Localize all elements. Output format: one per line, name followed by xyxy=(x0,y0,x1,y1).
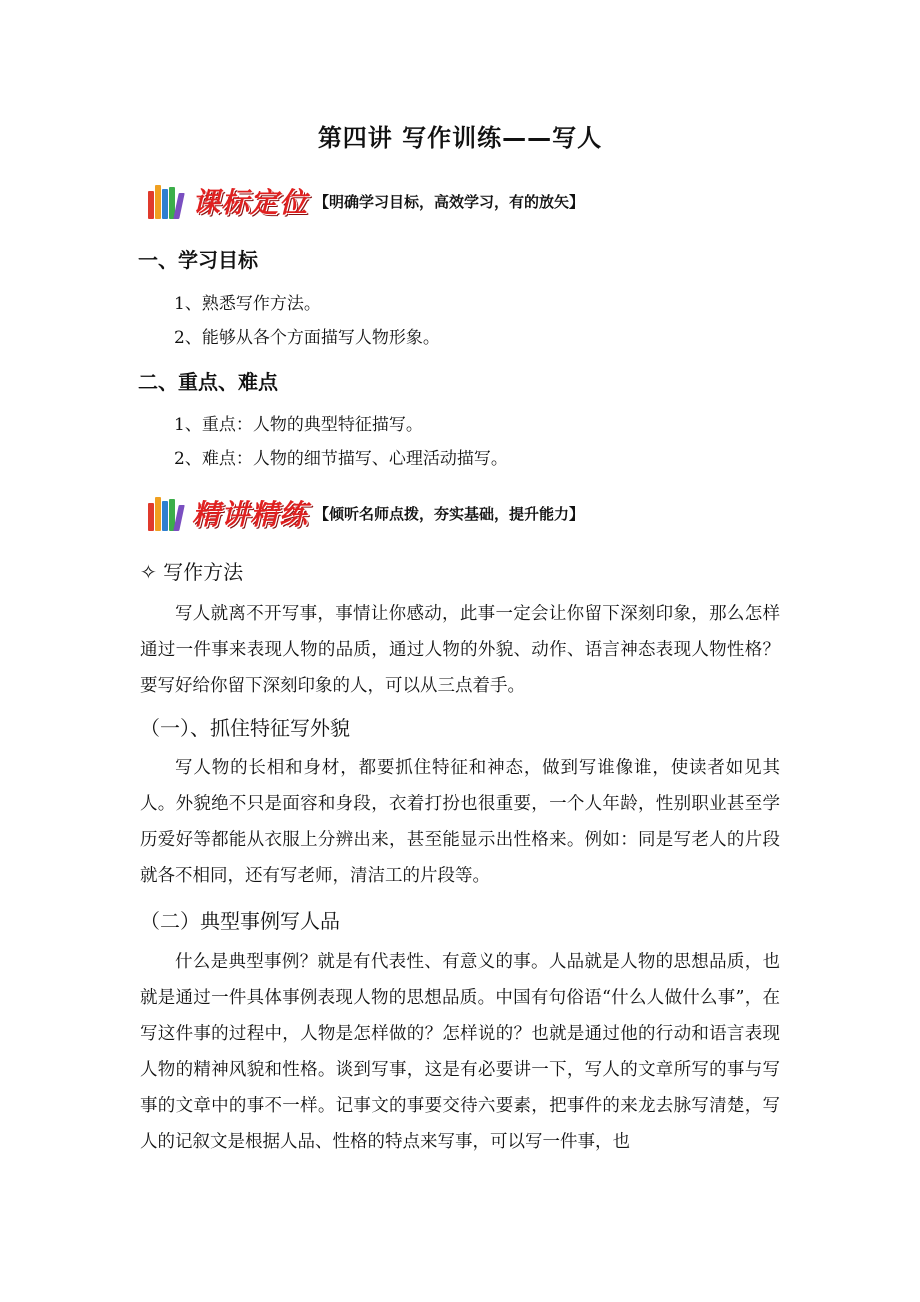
banner-subtitle: 【倾听名师点拨，夯实基础，提升能力】 xyxy=(314,504,585,523)
subheading-appearance: （一）、抓住特征写外貌 xyxy=(140,716,350,740)
key-point-item: 1、重点：人物的典型特征描写。 xyxy=(174,415,423,435)
section-heading-objectives: 一、学习目标 xyxy=(138,248,258,272)
banner-lecture-practice xyxy=(146,492,584,534)
books-icon xyxy=(146,495,188,531)
page-title: 第四讲 写作训练——写人 xyxy=(317,124,603,152)
objective-item: 2、能够从各个方面描写人物形象。 xyxy=(174,328,440,348)
banner-title: 精讲精练 xyxy=(192,498,309,531)
books-icon xyxy=(146,183,188,219)
banner-title: 课标定位 xyxy=(192,186,309,219)
banner-subtitle: 【明确学习目标，高效学习，有的放矢】 xyxy=(314,192,585,211)
section-heading-key-points: 二、重点、难点 xyxy=(138,370,278,394)
banner-course-standard xyxy=(146,180,584,222)
intro-paragraph: 写人就离不开写事，事情让你感动，此事一定会让你留下深刻印象，那么怎样通过一件事来表现人物的品质，通过人物的外貌、动作、语言神态表现人物性格？要写好给你留下深刻印象的人，可以从三点着手。 xyxy=(140,604,780,696)
section-heading-methods: ✧ 写作方法 xyxy=(140,560,244,584)
objective-item: 1、熟悉写作方法。 xyxy=(174,294,321,314)
key-point-item: 2、难点：人物的细节描写、心理活动描写。 xyxy=(174,449,508,469)
typical-events-paragraph: 什么是典型事例？就是有代表性、有意义的事。人品就是人物的思想品质，也就是通过一件具体事例表现人物的思想品质。中国有句俗语“什么人做什么事”，在写这件事的过程中，人物是怎样做的？怎样说的？也就是通过他的行动和语言表现人物的精神风貌和性格。谈到写事，这是有必要讲一下，写人的文章所写的事与写事的文章中的事不一样。记事文的事要交待六要素，把事件的来龙去脉写清楚，写人的记叙文是根据人品、性格的特点来写事，可以写一件事，也 xyxy=(140,952,780,1152)
appearance-paragraph: 写人物的长相和身材，都要抓住特征和神态，做到写谁像谁，使读者如见其人。外貌绝不只是面容和身段，衣着打扮也很重要，一个人年龄，性别职业甚至学历爱好等都能从衣服上分辨出来，甚至能显示出性格来。例如：同是写老人的片段就各不相同，还有写老师，清洁工的片段等。 xyxy=(140,758,780,886)
subheading-typical-events: （二）典型事例写人品 xyxy=(140,909,340,933)
